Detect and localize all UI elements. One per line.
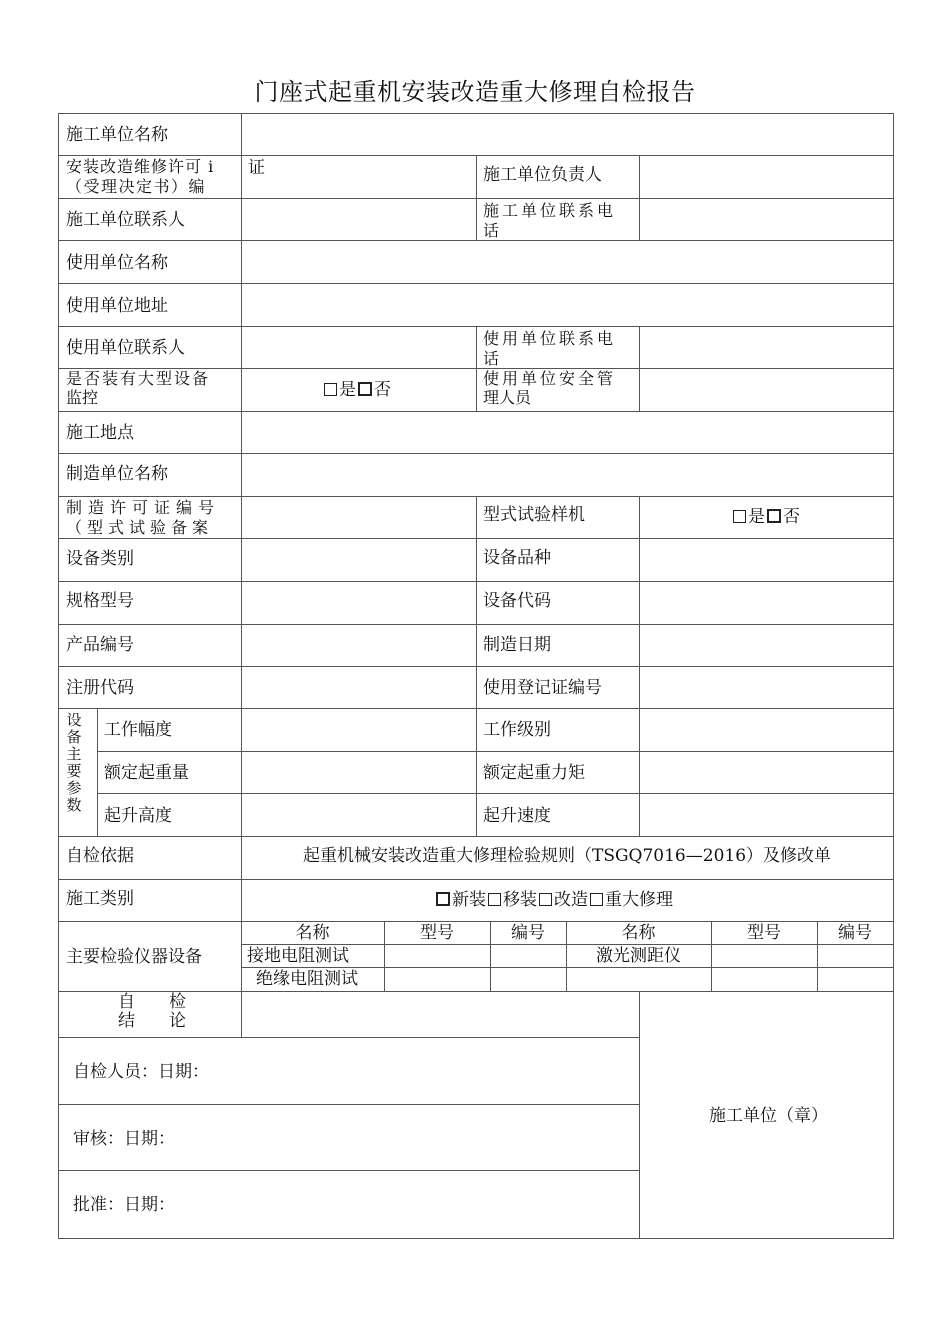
- type-test-options: [731, 507, 800, 527]
- row-divider: [58, 453, 894, 454]
- inst-ground-tester: 接地电阻测试: [247, 946, 349, 966]
- no-label: 否: [783, 507, 800, 527]
- lifting-speed-label: 起升速度: [483, 806, 551, 826]
- inst-insulation-tester: 绝缘电阻测试: [256, 969, 358, 989]
- repair-checkbox[interactable]: [590, 893, 603, 906]
- col-divider: [639, 326, 640, 412]
- construction-unit-phone-line1: 施工单位联系电: [483, 201, 617, 220]
- row-divider: [58, 879, 894, 880]
- type-move-label: 移装: [503, 890, 537, 910]
- row-divider: [58, 1170, 640, 1171]
- rated-load-moment-label: 额定起重力矩: [483, 763, 585, 783]
- user-unit-address-label: 使用单位地址: [66, 296, 168, 316]
- user-safety-label-line2: 理人员: [483, 388, 532, 407]
- inst-header-name: 名称: [621, 923, 656, 943]
- type-repair-label: 重大修理: [605, 890, 673, 910]
- mfg-license-label-line2: （型式试验备案: [66, 518, 214, 537]
- rated-load-label: 额定起重量: [104, 763, 189, 783]
- construction-unit-head-label: 施工单位负责人: [483, 165, 602, 185]
- conclusion-label-line2: 结 论: [118, 1011, 186, 1031]
- row-divider: [58, 283, 894, 284]
- yes-label: 是: [339, 380, 356, 400]
- inst-header-model: 型号: [747, 923, 781, 943]
- no-checkbox[interactable]: [767, 509, 781, 523]
- table-border: [893, 113, 894, 1239]
- move-checkbox[interactable]: [488, 893, 501, 906]
- col-divider: [476, 496, 477, 837]
- table-border: [58, 1238, 894, 1239]
- large-monitor-label-line1: 是否装有大型设备: [66, 369, 211, 388]
- registration-code-label: 注册代码: [66, 678, 134, 698]
- yes-label: 是: [748, 507, 765, 527]
- col-divider: [97, 708, 98, 837]
- inspection-basis-label: 自检依据: [66, 846, 134, 866]
- col-divider: [639, 496, 640, 837]
- table-border: [58, 113, 59, 1239]
- modify-checkbox[interactable]: [539, 893, 552, 906]
- row-divider: [241, 944, 894, 945]
- inspector-date-label: 自检人员：日期：: [73, 1062, 209, 1082]
- type-modify-label: 改造: [554, 890, 588, 910]
- construction-type-options: [434, 890, 673, 910]
- inst-header-model: 型号: [420, 923, 454, 943]
- inst-header-number: 编号: [511, 923, 545, 943]
- user-unit-name-label: 使用单位名称: [66, 253, 168, 273]
- no-label: 否: [374, 380, 391, 400]
- yes-checkbox[interactable]: [324, 383, 337, 396]
- col-divider: [241, 991, 242, 1038]
- license-label-line1: 安装改造维修许可 i: [66, 157, 215, 176]
- license-value: 证: [248, 158, 265, 178]
- mfg-license-label-line1: 制造许可证编号: [66, 498, 221, 517]
- construction-unit-seal: 施工单位（章）: [709, 1106, 828, 1126]
- large-monitor-label-line2: 监控: [66, 388, 99, 407]
- manufacturer-name-label: 制造单位名称: [66, 464, 168, 484]
- inst-header-number: 编号: [838, 923, 872, 943]
- construction-unit-name-label: 施工单位名称: [66, 125, 168, 145]
- spec-model-label: 规格型号: [66, 591, 134, 611]
- construction-unit-contact-label: 施工单位联系人: [66, 210, 185, 230]
- inst-header-name: 名称: [295, 923, 330, 943]
- user-unit-phone-line1: 使用单位联系电: [483, 329, 617, 348]
- new-checkbox[interactable]: [436, 892, 450, 906]
- inst-laser: 激光测距仪: [596, 946, 681, 966]
- construction-unit-phone-line2: 话: [483, 221, 500, 239]
- no-checkbox[interactable]: [358, 382, 372, 396]
- equipment-code-label: 设备代码: [483, 591, 551, 611]
- row-divider: [97, 751, 894, 752]
- col-divider: [639, 155, 640, 241]
- construction-type-label: 施工类别: [66, 889, 134, 909]
- type-new-label: 新装: [452, 890, 486, 910]
- row-divider: [241, 967, 894, 968]
- approve-date-label: 批准：日期：: [73, 1195, 175, 1215]
- user-unit-contact-label: 使用单位联系人: [66, 338, 185, 358]
- col-divider: [639, 991, 640, 1239]
- license-label-line2: （受理决定书）编: [66, 177, 207, 196]
- inspection-basis-value: 起重机械安装改造重大修理检验规则（TSGQ7016—2016）及修改单: [302, 846, 832, 866]
- yes-checkbox[interactable]: [733, 510, 746, 523]
- review-date-label: 审核：日期：: [73, 1129, 175, 1149]
- row-divider: [58, 921, 894, 922]
- col-divider: [476, 326, 477, 412]
- equipment-category-label: 设备类别: [66, 549, 134, 569]
- product-number-label: 产品编号: [66, 635, 134, 655]
- col-divider: [476, 155, 477, 241]
- equipment-variety-label: 设备品种: [483, 548, 551, 568]
- page-title: 门座式起重机安装改造重大修理自检报告: [254, 78, 696, 106]
- table-border: [58, 113, 894, 114]
- manufacture-date-label: 制造日期: [483, 635, 551, 655]
- equipment-params-label: 设 备 主 要 参 数: [66, 711, 82, 814]
- working-range-label: 工作幅度: [104, 720, 172, 740]
- row-divider: [58, 1104, 640, 1105]
- row-divider: [97, 793, 894, 794]
- lifting-height-label: 起升高度: [104, 806, 172, 826]
- instruments-label: 主要检验仪器设备: [66, 947, 202, 967]
- large-monitor-options: [322, 380, 391, 400]
- user-safety-label-line1: 使用单位安全管: [483, 369, 617, 388]
- construction-site-label: 施工地点: [66, 423, 134, 443]
- conclusion-label-line1: 自 检: [118, 992, 186, 1012]
- user-unit-phone-line2: 话: [483, 349, 500, 367]
- type-test-prototype-label: 型式试验样机: [483, 505, 585, 525]
- row-divider: [58, 1037, 640, 1038]
- use-registration-number-label: 使用登记证编号: [483, 678, 602, 698]
- working-class-label: 工作级别: [483, 720, 551, 740]
